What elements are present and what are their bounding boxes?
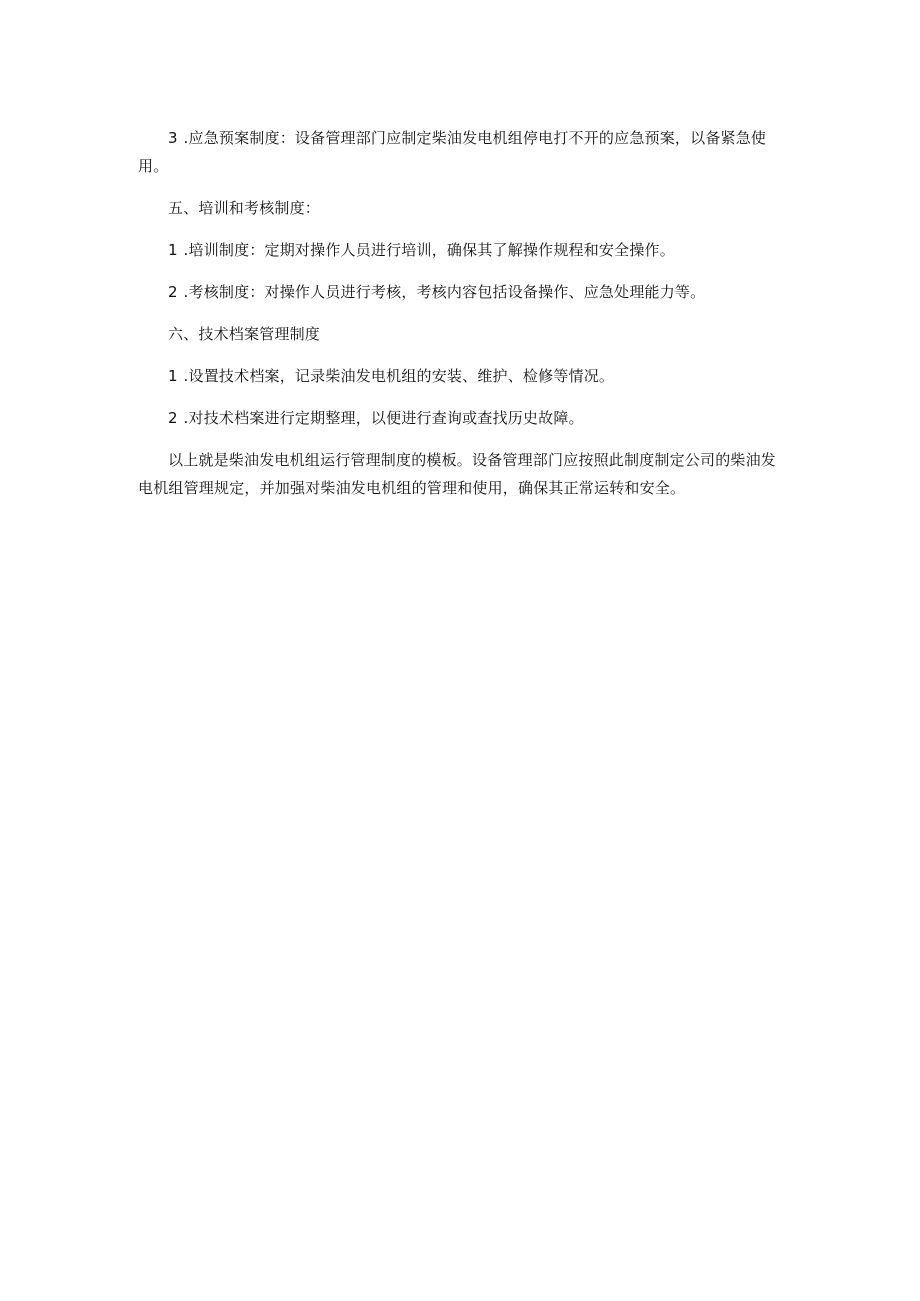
- list-number: 3: [168, 129, 184, 147]
- heading-text: 五、培训和考核制度：: [168, 199, 321, 217]
- paragraph-organize-archives: [138, 404, 788, 432]
- paragraph-assessment: [138, 278, 788, 306]
- paragraph-emergency-plan: [138, 124, 788, 180]
- paragraph-text: .对技术档案进行定期整理，以便进行查询或查找历史故障。: [183, 409, 584, 427]
- paragraph-text: .培训制度：定期对操作人员进行培训，确保其了解操作规程和安全操作。: [183, 241, 675, 259]
- list-number: 2: [168, 283, 184, 301]
- paragraph-training: [138, 236, 788, 264]
- paragraph-text: 以上就是柴油发电机组运行管理制度的模板。设备管理部门应按照此制度制定公司的柴油发电机组管理规定，并加强对柴油发电机组的管理和使用，确保其正常运转和安全。: [138, 451, 777, 497]
- paragraph-conclusion: [138, 446, 788, 502]
- list-number: 1: [168, 241, 184, 259]
- heading-training-assessment: [138, 194, 788, 222]
- list-number: 1: [168, 367, 184, 385]
- heading-technical-archives: [138, 320, 788, 348]
- paragraph-text: .考核制度：对操作人员进行考核，考核内容包括设备操作、应急处理能力等。: [183, 283, 706, 301]
- heading-text: 六、技术档案管理制度: [168, 325, 321, 343]
- paragraph-text: .应急预案制度：设备管理部门应制定柴油发电机组停电打不开的应急预案，以备紧急使用。: [138, 129, 767, 175]
- list-number: 2: [168, 409, 184, 427]
- paragraph-set-archives: [138, 362, 788, 390]
- document-body: [138, 124, 788, 502]
- paragraph-text: .设置技术档案，记录柴油发电机组的安装、维护、检修等情况。: [183, 367, 615, 385]
